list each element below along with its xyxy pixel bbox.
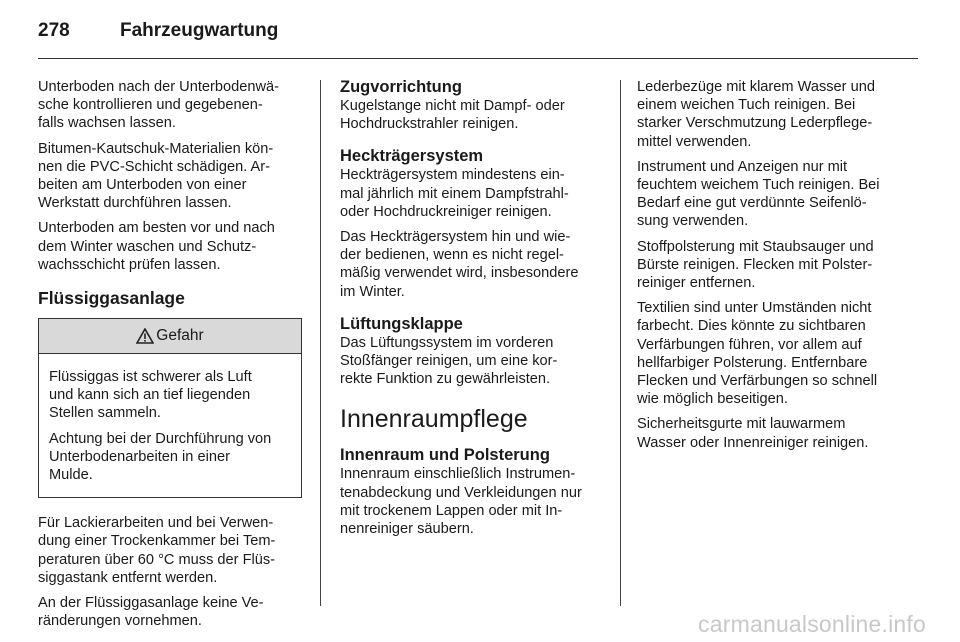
- paragraph: Instrument und Anzeigen nur mit feuchtem weichem Tuch reinigen. Bei Bedarf eine gut verdünnte Seifenlö- sung verwenden.: [637, 158, 880, 230]
- column-middle: [340, 78, 604, 545]
- header-rule: [38, 58, 918, 59]
- warning-triangle-icon: [136, 328, 154, 344]
- subheading: Heckträgersystem: [340, 147, 484, 166]
- chapter-heading: Innenraumpflege: [340, 405, 528, 434]
- warning-label: Gefahr: [156, 326, 204, 344]
- paragraph: Für Lackierarbeiten und bei Verwen- dung einer Trockenkammer bei Tem- peraturen über 60 °C muss der Flüs- siggastank entfernt werden.: [38, 515, 276, 586]
- warning-header: [39, 319, 301, 354]
- paragraph: Sicherheitsgurte mit lauwarmem Wasser oder Innenreiniger reinigen.: [637, 416, 869, 451]
- page-header: [38, 20, 918, 46]
- subheading: Lüftungsklappe: [340, 314, 463, 333]
- paragraph: Achtung bei der Durchführung von Unterbodenarbeiten in einer Mulde.: [49, 430, 272, 484]
- section-heading: Flüssiggasanlage: [38, 288, 185, 309]
- paragraph: Innenraum einschließlich Instrumen- tenabdeckung und Verkleidungen nur mit trockenem Lappen oder mit In- nenreiniger säubern.: [340, 466, 582, 538]
- paragraph: Lederbezüge mit klarem Wasser und einem weichen Tuch reinigen. Bei starker Verschmutzung Lederpflege- mittel verwenden.: [637, 79, 875, 150]
- page-title: Fahrzeugwartung: [120, 20, 279, 41]
- column-divider: [320, 80, 321, 606]
- paragraph: Das Lüftungssystem im vorderen Stoßfänger reinigen, um eine kor- rekte Funktion zu gewährleisten.: [340, 334, 558, 388]
- paragraph: Stoffpolsterung mit Staubsauger und Bürste reinigen. Flecken mit Polster- reiniger entfernen.: [637, 238, 874, 292]
- paragraph: Heckträgersystem mindestens ein- mal jährlich mit einem Dampfstrahl- oder Hochdruckreiniger reinigen.: [340, 167, 569, 220]
- paragraph: Unterboden am besten vor und nach dem Winter waschen und Schutz- wachsschicht prüfen lassen.: [38, 220, 275, 273]
- paragraph: Unterboden nach der Unterbodenwä- sche kontrollieren und gegebenen- falls wachsen lassen.: [38, 79, 279, 132]
- page-number: 278: [38, 20, 70, 41]
- paragraph: An der Flüssiggasanlage keine Ve- ränderungen vornehmen.: [38, 595, 264, 630]
- warning-box: [38, 318, 302, 498]
- warning-body: [39, 354, 301, 497]
- paragraph: Kugelstange nicht mit Dampf- oder Hochdruckstrahler reinigen.: [340, 98, 565, 133]
- subheading: Zugvorrichtung: [340, 78, 462, 96]
- column-right: [637, 78, 907, 459]
- watermark: carmanualsonline.info: [698, 611, 926, 637]
- subheading: Innenraum und Polsterung: [340, 446, 550, 465]
- paragraph: Textilien sind unter Umständen nicht farbecht. Dies könnte zu sichtbaren Verfärbungen führen, vor allem auf hellfarbiger Polsterung. Entfernbare Flecken und Verfärbungen so schnell wie möglich beseitigen.: [637, 300, 878, 408]
- paragraph: Das Heckträgersystem hin und wie- der bedienen, wenn es nicht regel- mäßig verwendet wird, insbesondere im Winter.: [340, 229, 579, 300]
- paragraph: Flüssiggas ist schwerer als Luft und kann sich an tief liegenden Stellen sammeln.: [49, 369, 252, 422]
- column-divider: [620, 80, 621, 606]
- column-left: [38, 78, 304, 637]
- paragraph: Bitumen-Kautschuk-Materialien kön- nen die PVC-Schicht schädigen. Ar- beiten am Unterboden von einer Werkstatt durchführen lassen.: [38, 140, 274, 212]
